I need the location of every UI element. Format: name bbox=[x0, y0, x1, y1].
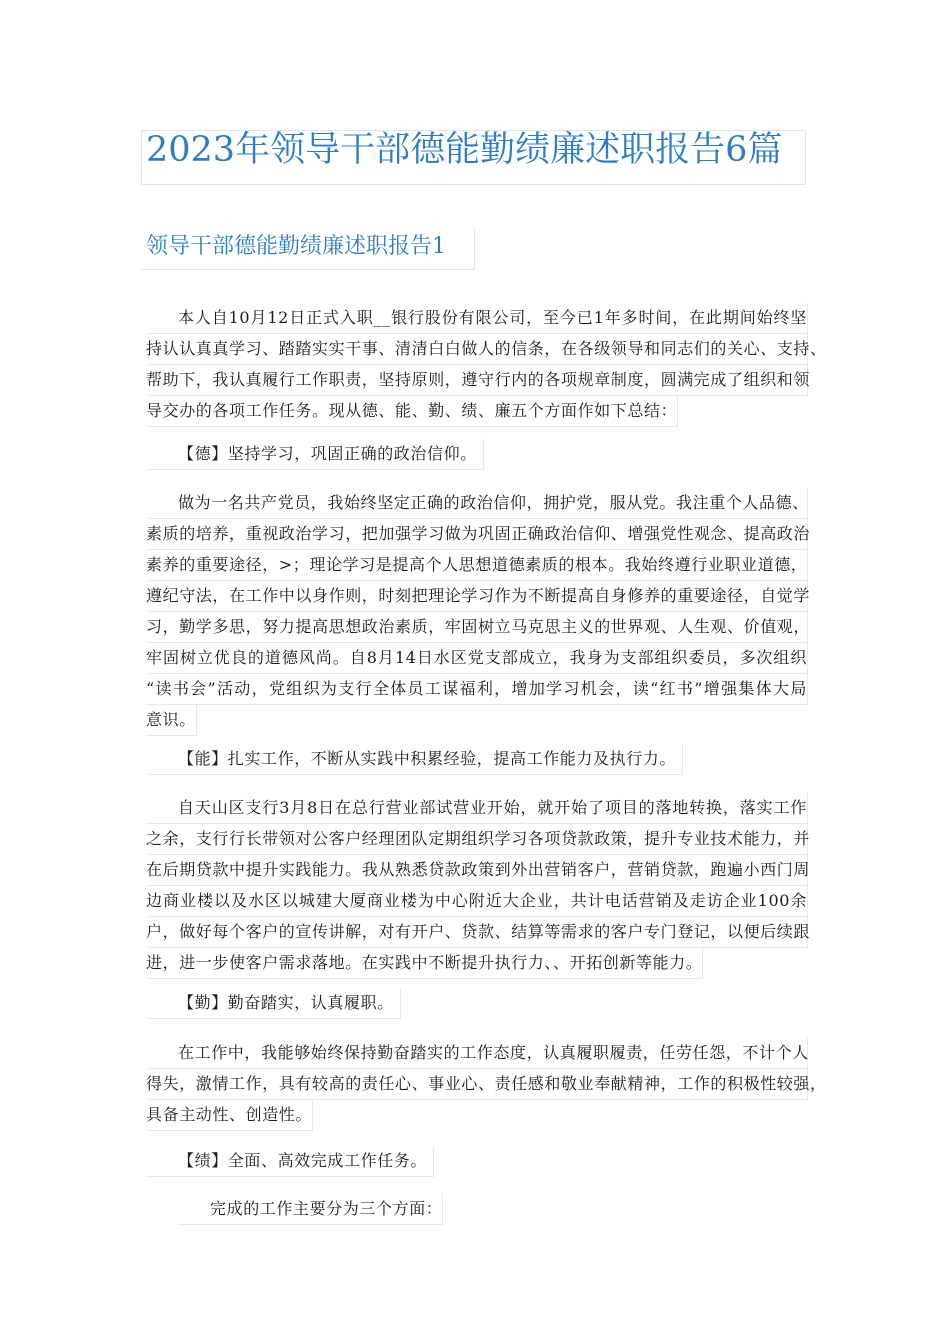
text-line: 完成的工作主要分为三个方面： bbox=[178, 1194, 443, 1225]
text-line: 边商业楼以及水区以城建大厦商业楼为中心附近大企业，共计电话营销及走访企业100余 bbox=[146, 886, 808, 917]
heading-qin: 【勤】勤奋踏实，认真履职。 bbox=[146, 988, 401, 1019]
text-line: 遵纪守法，在工作中以身作则，时刻把理论学习作为不断提高自身修养的重要途径，自觉学 bbox=[146, 581, 808, 612]
paragraph-de bbox=[146, 488, 811, 736]
text-line: 牢固树立优良的道德风尚。自8月14日水区党支部成立，我身为支部组织委员，多次组织 bbox=[146, 643, 808, 674]
text-line: 帮助下，我认真履行工作职责，坚持原则，遵守行内的各项规章制度，圆满完成了组织和领 bbox=[146, 365, 808, 396]
text-line: 户，做好每个客户的宣传讲解，对有开户、贷款、结算等需求的客户专门登记，以便后续跟 bbox=[146, 917, 808, 948]
heading-neng: 【能】扎实工作，不断从实践中积累经验，提高工作能力及执行力。 bbox=[146, 744, 683, 775]
text-line: 做为一名共产党员，我始终坚定正确的政治信仰，拥护党，服从党。我注重个人品德、 bbox=[146, 488, 808, 519]
paragraph-qin bbox=[146, 1038, 827, 1131]
text-line: 进，进一步使客户需求落地。在实践中不断提升执行力、、开拓创新等能力。 bbox=[146, 948, 703, 979]
paragraph-ji bbox=[146, 1194, 808, 1225]
section-subtitle: 领导干部德能勤绩廉述职报告1 bbox=[146, 234, 446, 259]
text-line: 习，勤学多思，努力提高思想政治素质，牢固树立马克思主义的世界观、人生观、价值观， bbox=[146, 612, 808, 643]
paragraph-intro bbox=[146, 303, 827, 427]
text-line: 在后期贷款中提升实践能力。我从熟悉贷款政策到外出营销客户，营销贷款，跑遍小西门周 bbox=[146, 855, 808, 886]
text-line: 自天山区支行3月8日在总行营业部试营业开始，就开始了项目的落地转换，落实工作 bbox=[146, 793, 808, 824]
text-line: 在工作中，我能够始终保持勤奋踏实的工作态度，认真履职履责，任劳任怨，不计个人 bbox=[146, 1038, 808, 1069]
text-line: 素养的重要途径，>；理论学习是提高个人思想道德素质的根本。我始终遵行业职业道德， bbox=[146, 550, 808, 581]
heading-de: 【德】坚持学习，巩固正确的政治信仰。 bbox=[146, 439, 484, 470]
text-line: 具备主动性、创造性。 bbox=[146, 1100, 313, 1131]
text-line: 意识。 bbox=[146, 705, 197, 736]
text-line: 得失，激情工作，具有较高的责任心、事业心、责任感和敬业奉献精神，工作的积极性较强， bbox=[146, 1069, 808, 1100]
text-line: 之余，支行行长带领对公客户经理团队定期组织学习各项贷款政策，提升专业技术能力，并 bbox=[146, 824, 808, 855]
text-line: 导交办的各项工作任务。现从德、能、勤、绩、廉五个方面作如下总结： bbox=[146, 396, 678, 427]
text-line: 素质的培养，重视政治学习，把加强学习做为巩固正确政治信仰、增强党性观念、提高政治 bbox=[146, 519, 808, 550]
paragraph-neng bbox=[146, 793, 811, 979]
heading-ji: 【绩】全面、高效完成工作任务。 bbox=[146, 1146, 434, 1177]
text-line: “读书会”活动，党组织为支行全体员工谋福利，增加学习机会，读“红书”增强集体大局 bbox=[146, 674, 808, 705]
text-line: 本人自10月12日正式入职__银行股份有限公司，至今已1年多时间，在此期间始终坚 bbox=[146, 303, 808, 334]
text-line: 持认认真真学习、踏踏实实干事、清清白白做人的信条，在各级领导和同志们的关心、支持、 bbox=[146, 334, 808, 365]
document-title: 2023年领导干部德能勤绩廉述职报告6篇 bbox=[146, 130, 783, 170]
